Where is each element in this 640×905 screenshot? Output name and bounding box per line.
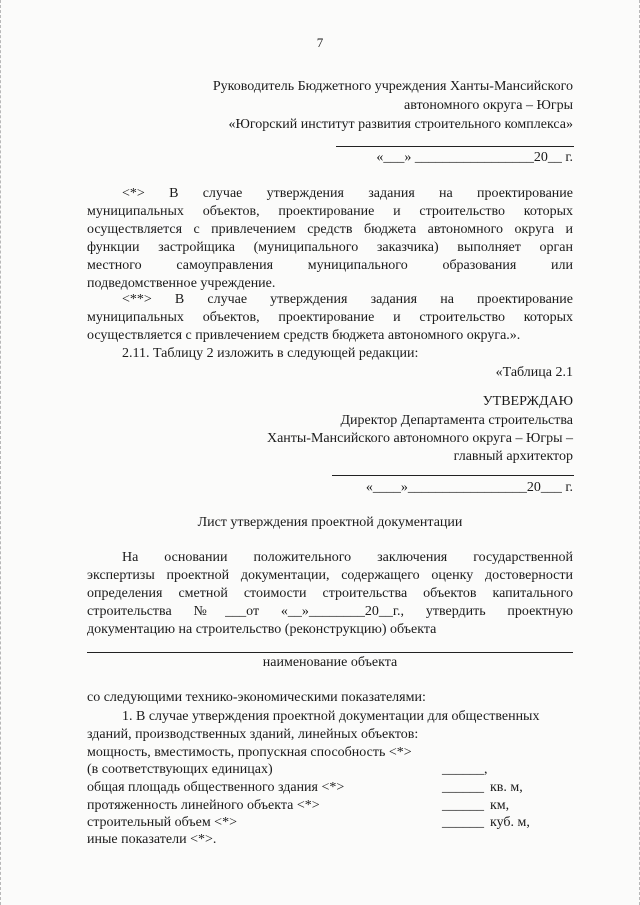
footnote2-line2: муниципальных объектов, проектирование и строительство которых [87,310,573,325]
approve-signature-line [332,475,574,476]
approval-top-line2: автономного округа – Югры [404,98,573,113]
approve-line2: Ханты-Мансийского автономного округа – Югры – [266,431,573,446]
item1-line1: 1. В случае утверждения проектной документации для общественных [122,709,540,724]
object-name-caption: наименование объекта [262,655,398,670]
indicators-intro: со следующими технико-экономическими показателями: [87,690,426,705]
table-caption: «Таблица 2.1 [495,365,573,380]
basis-line3: определения сметной стоимости строительства объектов капитального [87,586,573,601]
indicator-volume-unit: куб. м, [490,815,530,830]
approve-date: «____»_________________20___ г. [365,480,573,495]
footnote1-line5: местного самоуправления муниципального образования или [87,258,573,273]
indicator-volume-blank: ______ [442,815,484,830]
approve-line1: Директор Департамента строительства [340,413,573,428]
footnote2-line1: <**> В случае утверждения задания на проектирование [122,292,573,307]
indicator-area-unit: кв. м, [490,780,523,795]
footnote1-line6: подведомственное учреждение. [87,276,276,291]
basis-line1: На основании положительного заключения государственной [122,550,573,565]
basis-line2: экспертизы проектной документации, содержащего оценку достоверности [87,568,573,583]
indicator-length-blank: ______ [442,798,484,813]
approval-top-line1: Руководитель Бюджетного учреждения Ханты-Мансийского [212,79,573,94]
footnote1-line3: осуществляется с привлечением средств бюджета автономного округа и [87,222,573,237]
approve-title: УТВЕРЖДАЮ [482,394,573,409]
basis-line4: строительства №___от «__»________20__г., утвердить проектную [87,604,573,619]
item-2-11: 2.11. Таблицу 2 изложить в следующей редакции: [122,346,419,361]
approval-top-date: «___» _________________20__ г. [376,150,573,165]
basis-line5: документацию на строительство (реконструкцию) объекта [87,622,437,637]
indicator-units-blank: ______, [442,762,488,777]
indicator-volume-label: строительный объем <*> [87,815,237,830]
indicator-length-unit: км, [490,798,510,813]
indicator-length-label: протяженность линейного объекта <*> [87,798,320,813]
page-number: 7 [316,35,324,50]
footnote1-line2: муниципальных объектов, проектирование и строительство которых [87,204,573,219]
indicator-other-label: иные показатели <*>. [87,832,217,847]
indicator-area-label: общая площадь общественного здания <*> [87,780,345,795]
footnote1-line1: <*> В случае утверждения задания на проектирование [122,186,573,201]
sheet-title: Лист утверждения проектной документации [197,515,463,530]
scan-edge-left [0,0,4,905]
item1-line2: зданий, производственных зданий, линейных объектов: [87,727,419,742]
indicator-units-label: (в соответствующих единицах) [87,762,273,777]
indicator-capacity-label: мощность, вместимость, пропускная способность <*> [87,745,412,760]
approval-top-line3: «Югорский институт развития строительного комплекса» [228,117,573,132]
footnote1-line4: функции застройщика (муниципального заказчика) выполняет орган [87,240,573,255]
footnote2-line3: осуществляется с привлечением средств бюджета автономного округа.». [87,328,521,343]
approve-line3: главный архитектор [453,449,573,464]
indicator-area-blank: ______ [442,780,484,795]
scan-edge-right [636,0,640,905]
approval-top-signature-line [336,146,574,147]
object-name-line [87,652,573,653]
